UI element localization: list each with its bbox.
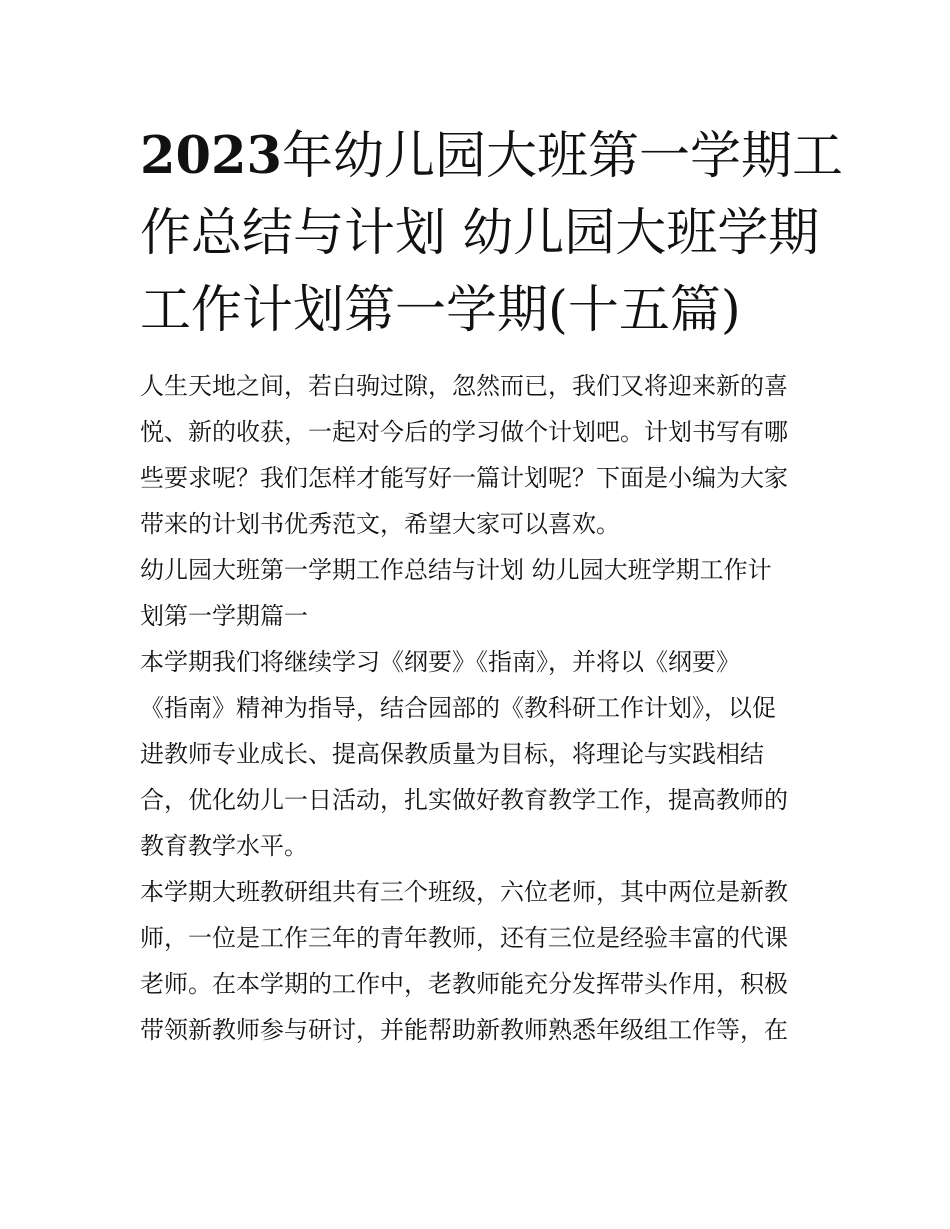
section-heading: [140, 547, 812, 639]
intro-paragraph: [140, 363, 812, 547]
document-page: [140, 118, 843, 1053]
paragraph-line: 本学期我们将继续学习《纲要》《指南》，并将以《纲要》: [140, 648, 740, 676]
section-heading-line: 幼儿园大班第一学期工作总结与计划 幼儿园大班学期工作计: [140, 556, 772, 584]
paragraph-line: 本学期大班教研组共有三个班级，六位老师，其中两位是新教: [140, 878, 788, 906]
title-line-1: [140, 118, 843, 195]
paragraph-2: [140, 869, 812, 1053]
paragraph-line: 师，一位是工作三年的青年教师，还有三位是经验丰富的代课: [140, 924, 788, 952]
intro-line: 人生天地之间，若白驹过隙，忽然而已，我们又将迎来新的喜: [140, 372, 788, 400]
paragraph-line: 老师。在本学期的工作中，老教师能充分发挥带头作用，积极: [140, 970, 788, 998]
paragraph-1: [140, 639, 812, 869]
intro-line: 带来的计划书优秀范文，希望大家可以喜欢。: [140, 510, 620, 538]
paragraph-line: 教育教学水平。: [140, 832, 308, 860]
document-body: [140, 363, 812, 1053]
title-line-2: 作总结与计划 幼儿园大班学期: [140, 204, 820, 263]
section-heading-line: 划第一学期篇一: [140, 602, 308, 630]
paragraph-line: 带领新教师参与研讨，并能帮助新教师熟悉年级组工作等，在: [140, 1016, 788, 1044]
paragraph-line: 《指南》精神为指导，结合园部的《教科研工作计划》，以促: [140, 694, 776, 722]
title-year: 2023: [140, 126, 282, 186]
title-line-3: 工作计划第一学期(十五篇): [140, 281, 741, 340]
intro-line: 些要求呢？我们怎样才能写好一篇计划呢？下面是小编为大家: [140, 464, 788, 492]
paragraph-line: 合，优化幼儿一日活动，扎实做好教育教学工作，提高教师的: [140, 786, 788, 814]
title-rest: 年幼儿园大班第一学期工: [281, 127, 843, 186]
paragraph-line: 进教师专业成长、提高保教质量为目标，将理论与实践相结: [140, 740, 764, 768]
document-title: [140, 118, 843, 349]
intro-line: 悦、新的收获，一起对今后的学习做个计划吧。计划书写有哪: [140, 418, 788, 446]
